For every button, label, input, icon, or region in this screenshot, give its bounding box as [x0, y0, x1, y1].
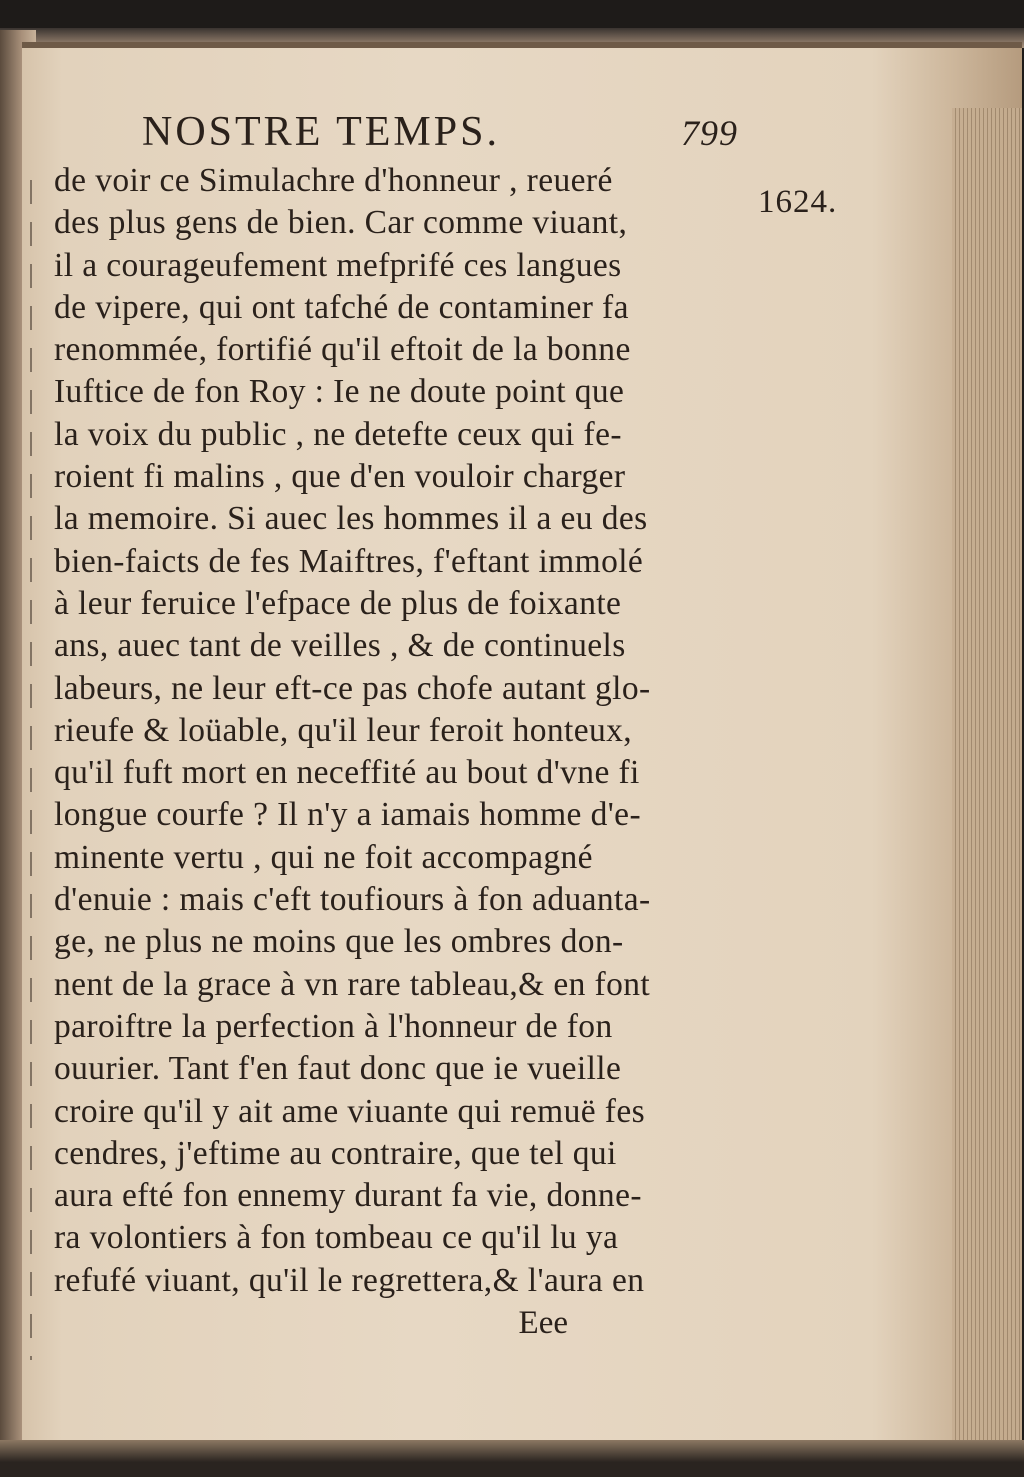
text-line: la memoire. Si auec les hommes il a eu des [54, 500, 648, 538]
body-text [54, 160, 744, 1302]
text-line: ans, auec tant de veilles , & de continuels [54, 627, 626, 665]
text-line: paroiftre la perfection à l'honneur de fon [54, 1007, 613, 1045]
text-line: qu'il fuft mort en neceffité au bout d'vne fi [54, 754, 640, 792]
margin-date: 1624. [758, 184, 838, 220]
text-line: bien-faicts de fes Maiftres, f'eftant immolé [54, 542, 644, 580]
text-line: rieufe & loüable, qu'il leur feroit honteux, [54, 711, 633, 749]
text-block [54, 108, 744, 1344]
text-line: d'enuie : mais c'eft toufiours à fon aduanta- [54, 881, 651, 919]
running-head-title: NOSTRE TEMPS. [142, 109, 500, 155]
text-line: à leur feruice l'efpace de plus de foixante [54, 584, 622, 622]
bottom-shadow [0, 1440, 1024, 1477]
right-page-stack [952, 108, 1022, 1477]
text-line: longue courfe ? Il n'y a iamais homme d'e- [54, 796, 642, 834]
text-line: renommée, fortifié qu'il eftoit de la bonne [54, 331, 631, 369]
text-line: ra volontiers à fon tombeau ce qu'il lu ya [54, 1219, 619, 1257]
text-line: croire qu'il y ait ame viuante qui remuë fes [54, 1092, 646, 1130]
gutter-rule [30, 180, 32, 1360]
text-line: roient fi malins , que d'en vouloir charger [54, 458, 626, 496]
text-line: de voir ce Simulachre d'honneur , reueré [54, 162, 613, 199]
text-line: la voix du public , ne detefte ceux qui fe- [54, 415, 622, 453]
text-line: aura efté fon ennemy durant fa vie, donne- [54, 1177, 642, 1215]
text-line: des plus gens de bien. Car comme viuant, [54, 204, 628, 242]
text-line: labeurs, ne leur eft-ce pas chofe autant glo- [54, 669, 651, 707]
text-line: refufé viuant, qu'il le regrettera,& l'aura en [54, 1261, 645, 1299]
text-line: cendres, j'eftime au contraire, que tel qui [54, 1134, 617, 1172]
text-line: ouurier. Tant f'en faut donc que ie vueille [54, 1050, 622, 1088]
signature-mark: Eee [518, 1305, 568, 1342]
text-line: ge, ne plus ne moins que les ombres don- [54, 923, 624, 961]
text-line: nent de la grace à vn rare tableau,& en font [54, 965, 651, 1003]
running-head [54, 108, 744, 168]
text-line: il a courageufement mefprifé ces langues [54, 246, 622, 284]
text-line: Iuftice de fon Roy : Ie ne doute point que [54, 373, 625, 411]
text-line: de vipere, qui ont tafché de contaminer fa [54, 288, 629, 326]
text-line: minente vertu , qui ne foit accompagné [54, 838, 593, 876]
page-number: 799 [681, 113, 738, 153]
